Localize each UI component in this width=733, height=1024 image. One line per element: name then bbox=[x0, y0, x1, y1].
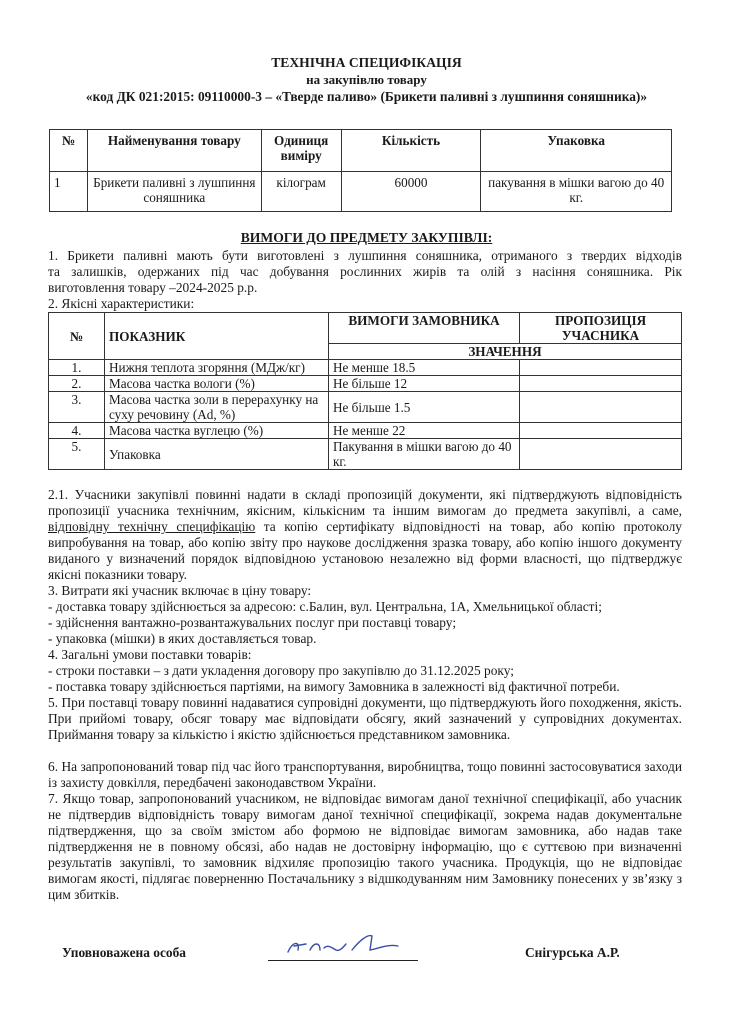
document-title: ТЕХНІЧНА СПЕЦИФІКАЦІЯ bbox=[271, 55, 462, 70]
cell-participant[interactable] bbox=[520, 392, 682, 423]
cell-indicator: Масова частка золи в перерахунку на суху речовину (Ad, %) bbox=[104, 392, 328, 423]
list-item: - поставка товару здійснюється партіями, на вимогу Замовника в залежності від фактичної потреби. bbox=[48, 679, 620, 694]
col-header-num: № bbox=[49, 313, 105, 360]
signatory-role: Уповноважена особа bbox=[62, 945, 186, 960]
cell-indicator: Масова частка вологи (%) bbox=[104, 376, 328, 392]
paragraph-4 bbox=[48, 647, 682, 695]
paragraph-line: 1. Брикети паливні мають бути виготовлені з лушпиння соняшника, отриманого з твердих відходів bbox=[48, 248, 682, 263]
cell-customer: Не менше 22 bbox=[328, 423, 519, 439]
cell-num: 4. bbox=[49, 423, 105, 439]
cell-unit: кілограм bbox=[261, 172, 341, 212]
col-header-pack: Упаковка bbox=[481, 130, 672, 172]
cell-num: 1. bbox=[49, 360, 105, 376]
list-item: - доставка товару здійснюється за адресою: с.Балин, вул. Центральна, 1А, Хмельницької області; bbox=[48, 599, 602, 614]
document-subtitle: на закупівлю товару bbox=[306, 72, 427, 87]
table-row bbox=[49, 360, 682, 376]
cell-participant[interactable] bbox=[520, 423, 682, 439]
col-header-participant: ПРОПОЗИЦІЯ УЧАСНИКА bbox=[520, 313, 682, 344]
table-row bbox=[49, 392, 682, 423]
cell-customer: Пакування в мішки вагою до 40 кг. bbox=[328, 439, 519, 470]
cell-customer: Не більше 12 bbox=[328, 376, 519, 392]
col-header-name: Найменування товару bbox=[87, 130, 261, 172]
paragraph-line: виготовлення товару –2024-2025 р.р. bbox=[48, 280, 258, 295]
cell-indicator: Нижня теплота згоряння (МДж/кг) bbox=[104, 360, 328, 376]
underlined-spec-text: відповідну технічну специфікацію bbox=[48, 519, 256, 534]
signature-image bbox=[280, 930, 420, 960]
cell-num: 3. bbox=[49, 392, 105, 423]
paragraph-7: 7. Якщо товар, запропонований учасником, не відповідає вимогам даної технічної специфікації, або учасник не підтвердив відповідність товару вимогам даної технічної специфікації, зокрема надав документальне підтвердження, що за своїм змістом або формою не відповідає вимогам замовника, або надав таке підтвердження не в повному обсязі, або надав не достовірну інформацію, що є суттєвою при визначенні результатів закупівлі, то замовник відхиляє пропозицію такого учасника. Продукція, що не відповідає вимогам якості, підлягає поверненню Постачальнику з відшкодуванням ним Замовнику понесених у зв’язку з цим збитків. bbox=[48, 791, 682, 902]
cell-participant[interactable] bbox=[520, 360, 682, 376]
cell-name: Брикети паливні з лушпиння соняшника bbox=[87, 172, 261, 212]
document-header bbox=[0, 54, 733, 105]
table-row bbox=[49, 376, 682, 392]
cell-customer: Не менше 18.5 bbox=[328, 360, 519, 376]
cell-num: 1 bbox=[50, 172, 88, 212]
col-header-unit: Одиниця виміру bbox=[261, 130, 341, 172]
goods-table-header bbox=[50, 130, 672, 172]
paragraph-6: 6. На запропонований товар під час його транспортування, виробництва, тощо повинні застосовуватися заходи із захисту довкілля, передбачені законодавством України. bbox=[48, 759, 682, 790]
table-row bbox=[50, 172, 672, 212]
requirement-paragraph-1 bbox=[48, 248, 682, 312]
table-row bbox=[49, 423, 682, 439]
cell-customer: Не більше 1.5 bbox=[328, 392, 519, 423]
cell-pack: пакування в мішки вагою до 40 кг. bbox=[481, 172, 672, 212]
paragraph-line: та залишків, одержаних під час добування рослинних жирів та олій з насіння соняшника. Рік bbox=[48, 264, 682, 279]
paragraph-5: 5. При поставці товару повинні надаватися супровідні документи, що підтверджують його походження, якість. При прийомі товару, обсяг товару має відповідати обсягу, який зазначений у супровідних документах. Приймання товару за кількістю і якістю здійснюється представником замовника. bbox=[48, 695, 682, 742]
paragraph-title: 3. Витрати які учасник включає в ціну товару: bbox=[48, 583, 312, 598]
cell-indicator: Масова частка вуглецю (%) bbox=[104, 423, 328, 439]
document-code-line: «код ДК 021:2015: 09110000-3 – «Тверде паливо» (Брикети паливні з лушпиння соняшника)» bbox=[85, 89, 648, 104]
cell-participant[interactable] bbox=[520, 439, 682, 470]
quality-label: 2. Якісні характеристики: bbox=[48, 296, 195, 311]
col-header-qty: Кількість bbox=[341, 130, 481, 172]
goods-table bbox=[49, 129, 672, 212]
cell-num: 2. bbox=[49, 376, 105, 392]
signatory-name: Снігурська А.Р. bbox=[525, 945, 620, 960]
quality-table bbox=[48, 312, 682, 470]
cell-num: 5. bbox=[49, 439, 105, 470]
signature-line bbox=[268, 960, 418, 961]
col-header-values: ЗНАЧЕННЯ bbox=[328, 344, 681, 360]
list-item: - здійснення вантажно-розвантажувальних послуг при поставці товару; bbox=[48, 615, 457, 630]
col-header-num: № bbox=[50, 130, 88, 172]
cell-participant[interactable] bbox=[520, 376, 682, 392]
paragraph-2-1 bbox=[48, 487, 682, 583]
cell-indicator: Упаковка bbox=[104, 439, 328, 470]
paragraph-text: та копію сертифікату відповідності на товар, або копію протоколу випробування на товар, або копію звіту про наукове дослідження зразка товару, або копію іншого документу виданого у визначений порядок відповідною установою незалежно від форми власності, що підтверджує якісні показники товару. bbox=[48, 519, 682, 582]
table-row bbox=[49, 439, 682, 470]
requirements-heading: ВИМОГИ ДО ПРЕДМЕТУ ЗАКУПІВЛІ: bbox=[240, 230, 493, 245]
paragraph-title: 4. Загальні умови поставки товарів: bbox=[48, 647, 252, 662]
list-item: - строки поставки – з дати укладення договору про закупівлю до 31.12.2025 року; bbox=[48, 663, 514, 678]
list-item: - упаковка (мішки) в яких доставляється товар. bbox=[48, 631, 317, 646]
col-header-customer: ВИМОГИ ЗАМОВНИКА bbox=[328, 313, 519, 344]
paragraph-3 bbox=[48, 583, 682, 647]
cell-qty: 60000 bbox=[341, 172, 481, 212]
col-header-indicator: ПОКАЗНИК bbox=[104, 313, 328, 360]
paragraph-text: 2.1. Учасники закупівлі повинні надати в складі пропозицій документи, які підтверджують відповідність пропозиції учасника технічним, якісним, кількісним та іншим вимогам до предмета закупівлі, а саме, bbox=[48, 487, 682, 518]
